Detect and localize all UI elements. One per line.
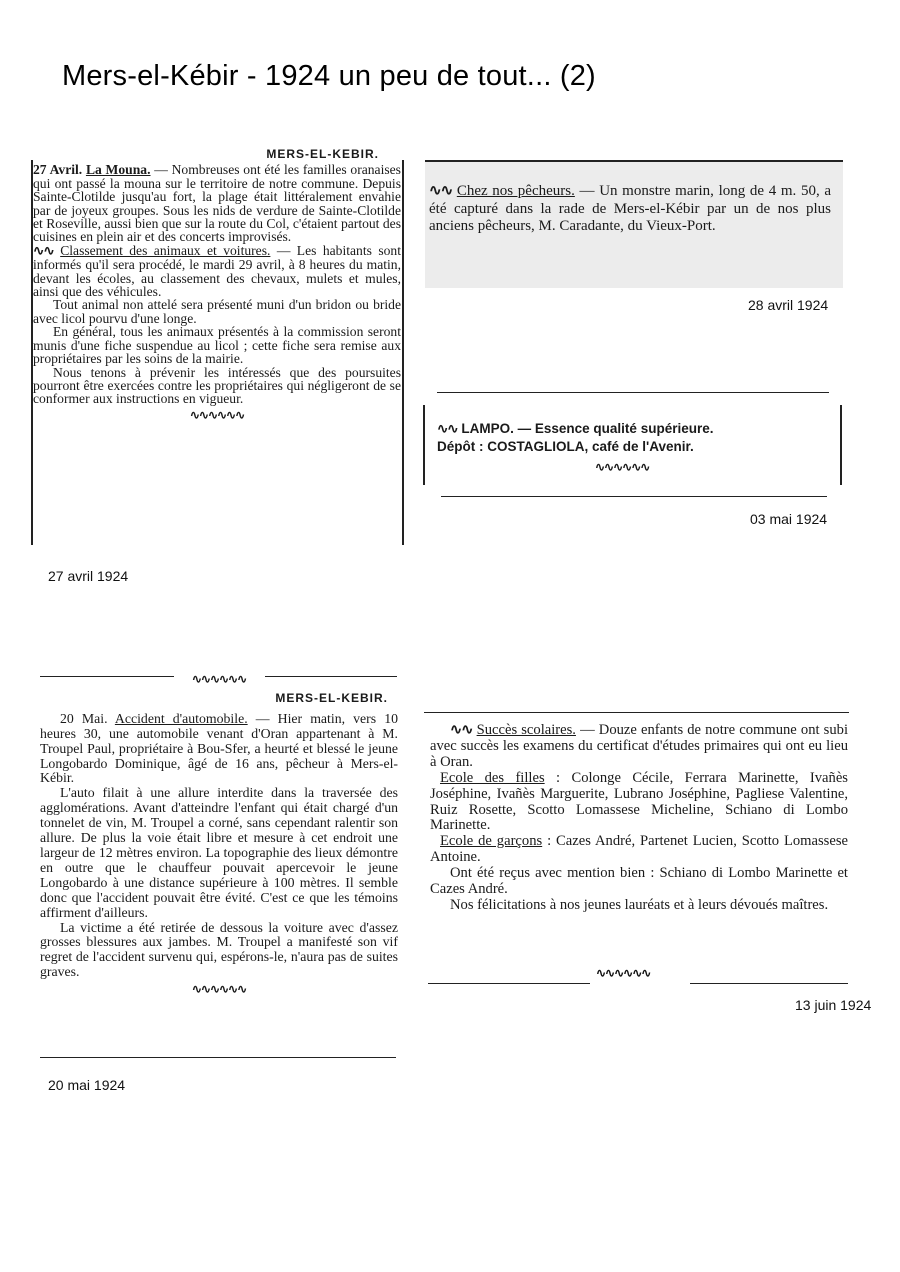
clip4-bottom-rule bbox=[40, 1057, 396, 1058]
clip4-text-1: — Hier matin, vers 10 heures 30, une automobile venant d'Oran appartenant à M. Troupel Paul, propriétaire à Bou-Sfer, a heurté et blessé le jeune Longobardo Dominique, âgé de 16 ans, pêcheur à Mers-el-Kébir. bbox=[40, 710, 398, 786]
clip1-date-lead: 27 Avril. bbox=[33, 162, 83, 178]
clip3-bottom-rule bbox=[441, 496, 827, 497]
clip1-right-border bbox=[402, 160, 404, 545]
clip3-line-1 bbox=[437, 420, 837, 438]
clip1-date: 27 avril 1924 bbox=[48, 568, 129, 584]
clip4-paragraph-1 bbox=[40, 712, 398, 787]
clipping-lampo bbox=[437, 420, 837, 476]
clip4-date-lead: 20 Mai. bbox=[60, 710, 108, 726]
clip5-boys-text: : Cazes André, Partenet Lucien, Scotto Lomassese Antoine. bbox=[430, 833, 848, 866]
clip5-girls-label: Ecole des filles bbox=[440, 769, 545, 786]
clip5-girls-text: : Colonge Cécile, Ferrara Marinette, Ivañès Joséphine, Ivañès Marguerite, Lubrano Joséphine, Pagliese Valentine, Ruiz Rosette, Scotto Lomassese Micheline, Schiano di Lombo Marinette. bbox=[430, 769, 848, 834]
clipping-accident bbox=[40, 672, 398, 997]
clip4-title: Accident d'automobile. bbox=[114, 710, 248, 726]
clip5-paragraph-1 bbox=[430, 722, 848, 771]
clip1-ornament: ∿∿ bbox=[33, 242, 54, 259]
clip2-text: — Un monstre marin, long de 4 m. 50, a été capturé dans la rade de Mers-el-Kébir par un de nos plus anciens pêcheurs, M. Caradante, du Vieux-Port. bbox=[429, 183, 832, 235]
clip5-end-ornament: ∿∿∿∿∿∿ bbox=[596, 966, 651, 980]
clip4-text-2: L'auto filait à une allure interdite dans la traversée des agglomérations. Avant d'atteindre l'enfant qui était chargé d'un tonnelet de vin, M. Troupel a corné, sans cependant ralentir son allure. De plus la voie était libre et mesure à cet endroit une largeur de 12 mètres environ. La topographie des lieux démontre en outre que le chauffeur pouvait apercevoir le jeune Longobardo à une distance supérieure à 100 mètres. Il semble donc que l'accident pouvait être évité. C'est ce que les témoins affirment d'ailleurs. bbox=[40, 785, 398, 920]
clip5-boys bbox=[430, 834, 848, 866]
clip5-text-3: Nos félicitations à nos jeunes lauréats et à leurs dévoués maîtres. bbox=[450, 896, 829, 913]
clip3-line-1-text: LAMPO. — Essence qualité supérieure. bbox=[461, 421, 714, 436]
clip5-ornament: ∿∿ bbox=[450, 721, 473, 738]
clip1-text-5: Nous tenons à prévenir les intéressés que des poursuites pourront être exercées contre les propriétaires qui négligeront de se conformer aux instructions en vigueur. bbox=[33, 364, 401, 407]
clip1-text-4: En général, tous les animaux présentés à la commission seront munis d'une fiche suspendue au licol ; cette fiche sera remise aux propriétaires par les soins de la mairie. bbox=[33, 324, 401, 367]
clip3-line-2: Dépôt : COSTAGLIOLA, café de l'Avenir. bbox=[437, 439, 694, 454]
clip5-date: 13 juin 1924 bbox=[795, 997, 872, 1013]
clip5-bottom-rule-left bbox=[428, 983, 590, 984]
clipping-pecheurs bbox=[425, 160, 843, 288]
clip3-ornament: ∿∿ bbox=[437, 421, 458, 437]
clip5-text-1: — Douze enfants de notre commune ont subi avec succès les examens du certificat d'études primaires qui ont eu lieu à Oran. bbox=[430, 722, 848, 770]
clip3-end-ornament: ∿∿∿∿∿∿ bbox=[595, 460, 650, 474]
clip4-text-3: La victime a été retirée de dessous la voiture avec d'assez grosses blessures aux jambes. M. Troupel a manifesté son vif regret de l'accident survenu qui, espérons-le, n'aura pas de suites graves. bbox=[40, 919, 398, 980]
clip5-boys-label: Ecole de garçons bbox=[440, 833, 543, 850]
clip3-right-border bbox=[840, 405, 842, 485]
clip2-top-rule bbox=[425, 160, 843, 162]
clip2-title: Chez nos pêcheurs. bbox=[456, 183, 575, 199]
clip1-text-2: — Les habitants sont informés qu'il sera procédé, le mardi 29 avril, à 8 heures du matin, devant les écoles, au classement des chevaux, mulets et mules, ainsi que des véhicules. bbox=[33, 242, 401, 300]
clip1-title: La Mouna. bbox=[85, 162, 151, 178]
clip3-date: 03 mai 1924 bbox=[750, 511, 828, 527]
clip3-left-border bbox=[423, 405, 425, 485]
clip4-date: 20 mai 1924 bbox=[48, 1077, 126, 1093]
clip1-header: MERS-EL-KEBIR. bbox=[266, 147, 379, 161]
clip1-title-2: Classement des animaux et voitures. bbox=[60, 242, 271, 258]
clip2-paragraph bbox=[429, 182, 831, 236]
clip2-ornament: ∿∿ bbox=[429, 181, 453, 199]
clip5-bottom-rule-right bbox=[690, 983, 848, 984]
clipping-succes-scolaires bbox=[430, 722, 848, 914]
clip5-girls bbox=[430, 771, 848, 835]
clip1-paragraph-1 bbox=[33, 163, 401, 243]
clip4-header: MERS-EL-KEBIR. bbox=[275, 690, 388, 705]
clip3-top-rule bbox=[437, 392, 829, 393]
clipping-mouna bbox=[33, 148, 401, 422]
clip5-text-2: Ont été reçus avec mention bien : Schiano di Lombo Marinette et Cazes André. bbox=[430, 865, 848, 898]
clip1-end-ornament: ∿∿∿∿∿∿ bbox=[189, 407, 245, 422]
clip1-paragraph-2 bbox=[33, 244, 401, 299]
clip4-top-ornament: ∿∿∿∿∿∿ bbox=[191, 672, 247, 686]
clip4-end-ornament: ∿∿∿∿∿∿ bbox=[191, 982, 247, 997]
clip2-date: 28 avril 1924 bbox=[748, 297, 829, 313]
clip5-top-rule bbox=[424, 712, 849, 713]
page-title: Mers-el-Kébir - 1924 un peu de tout... (2) bbox=[62, 60, 596, 92]
clip1-text-3: Tout animal non attelé sera présenté muni d'un bridon ou bride avec licol pourvu d'une longe. bbox=[33, 297, 401, 326]
clip1-text-1: — Nombreuses ont été les familles oranaises qui ont passé la mouna sur le territoire de notre commune. Depuis Sainte-Clotilde jusqu'au fort, la plage était littéralement envahie par de joyeux groupes. Sous les nids de verdure de Sainte-Clotilde et Roseville, aussi bien que sur la route du Col, c'étaient partout des cuisines en plein air et des concerts improvisés. bbox=[33, 162, 401, 245]
clip5-title: Succès scolaires. bbox=[476, 722, 576, 738]
